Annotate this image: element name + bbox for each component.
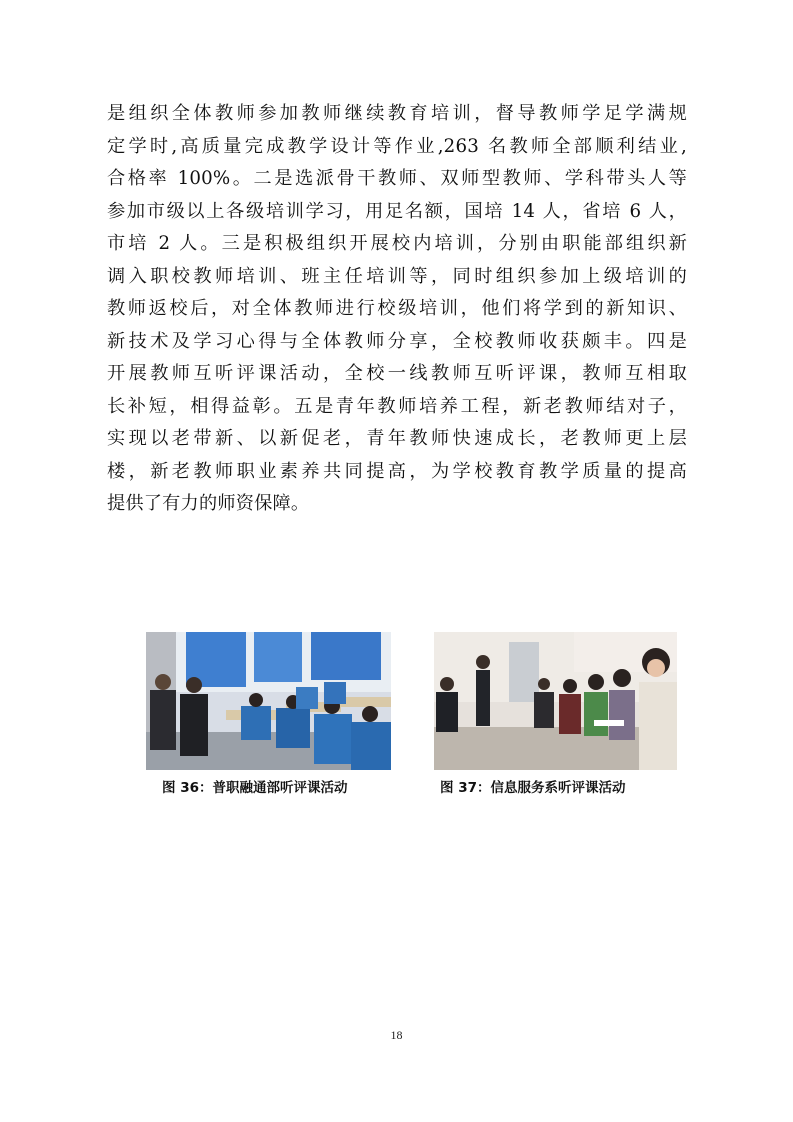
text-line: 合格率 100%。二是选派骨干教师、双师型教师、学科带头人等 xyxy=(107,168,687,189)
text-line: 新技术及学习心得与全体教师分享，全校教师收获颇丰。四是 xyxy=(107,330,687,352)
figure-37-photo xyxy=(434,632,677,770)
text-line: 实现以老带新、以新促老，青年教师快速成长，老教师更上层 xyxy=(107,428,687,449)
text-line: 教师返校后，对全体教师进行校级培训，他们将学到的新知识、 xyxy=(107,298,687,319)
text-line: 是组织全体教师参加教师继续教育培训，督导教师学足学满规 xyxy=(107,103,687,124)
meeting-room-photo xyxy=(434,632,677,770)
text-line: 提供了有力的师资保障。 xyxy=(107,493,310,514)
figure-36-photo xyxy=(146,632,391,770)
text-line: 开展教师互听评课活动，全校一线教师互听评课，教师互相取 xyxy=(107,363,687,384)
figure-37-caption: 图 37：信息服务系听评课活动 xyxy=(440,780,626,796)
text-line: 长补短，相得益彰。五是青年教师培养工程，新老教师结对子， xyxy=(107,395,687,417)
text-line: 参加市级以上各级培训学习，用足名额，国培 14 人，省培 6 人， xyxy=(107,200,687,222)
figure-36-caption: 图 36：普职融通部听评课活动 xyxy=(162,780,348,796)
classroom-photo xyxy=(146,632,391,770)
text-line: 楼，新老教师职业素养共同提高，为学校教育教学质量的提高 xyxy=(107,460,687,482)
page-number: 18 xyxy=(390,1028,403,1042)
text-line: 定学时,高质量完成教学设计等作业,263 名教师全部顺利结业, xyxy=(107,135,687,157)
text-line: 调入职校教师培训、班主任培训等，同时组织参加上级培训的 xyxy=(107,265,687,287)
text-line: 市培 2 人。三是积极组织开展校内培训，分别由职能部组织新 xyxy=(107,233,687,254)
body-paragraph xyxy=(107,98,687,521)
